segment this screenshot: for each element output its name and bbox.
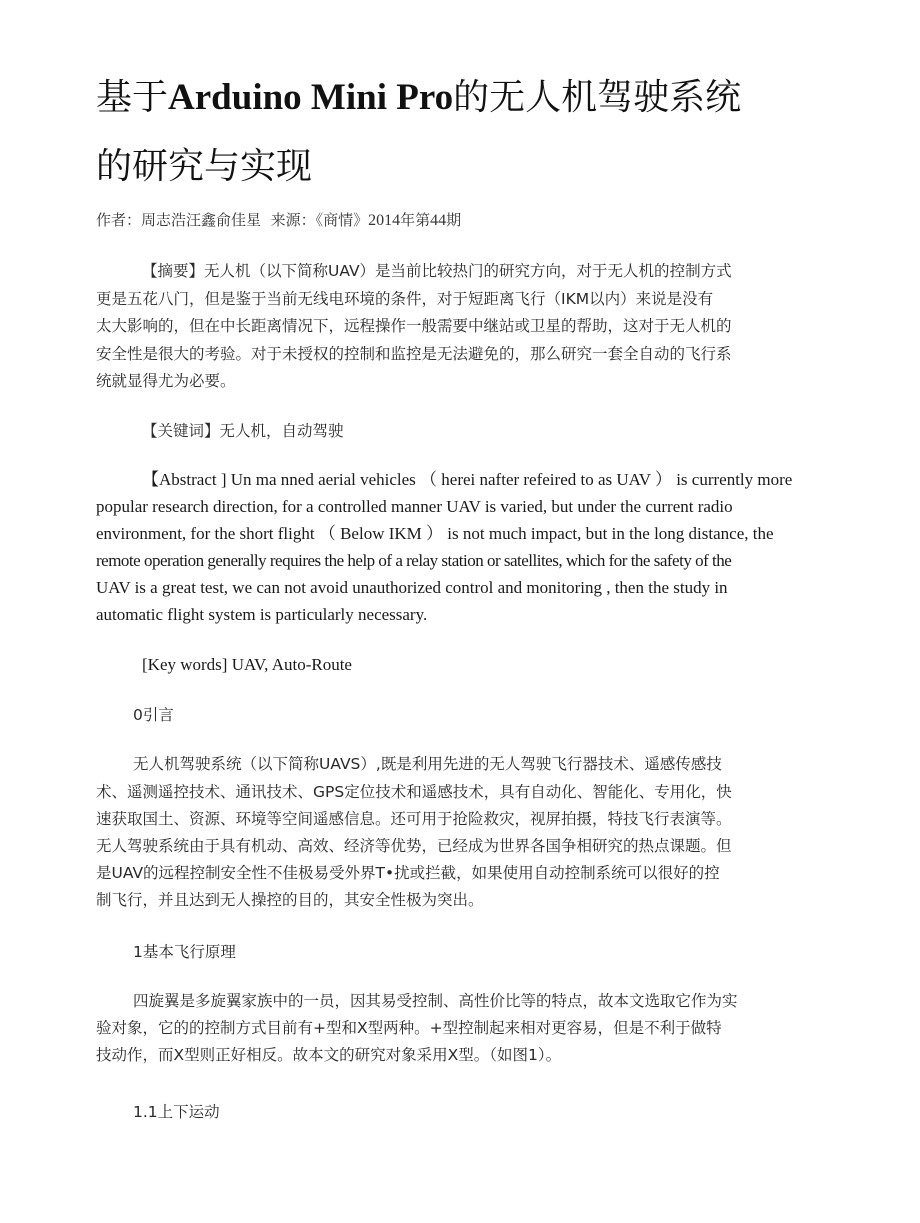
section-heading-introduction: 0引言 [133,706,174,724]
section-0-line: 无人驾驶系统由于具有机动、高效、经济等优势，已经成为世界各国争相研究的热点课题。但 [96,837,732,855]
abstract-cn-line: 【摘要】无人机（以下简称UAV）是当前比较热门的研究方向，对于无人机的控制方式 [142,262,732,280]
article-title-line-1 [96,76,816,120]
publication-year: 2014 [368,212,401,229]
title-suffix: 的无人机驾驶系统 [453,77,742,118]
abstract-cn-line: 太大影响的，但在中长距离情况下，远程操作一般需要中继站或卫星的帮助，这对于无人机的 [96,317,732,335]
abstract-en-line: remote operation generally requires the help of a relay station or satellites, which for the safety of the [96,551,732,570]
abstract-cn-line: 安全性是很大的考验。对于未授权的控制和监控是无法避免的，那么研究一套全自动的飞行系 [96,345,732,363]
abstract-en-line: environment, for the short flight （ Below IKM ） is not much impact, but in the long distance, the [96,524,774,543]
abstract-en-line: automatic flight system is particularly necessary. [96,605,428,624]
issue-number: 44 [430,212,447,229]
abstract-en-line: popular research direction, for a controlled manner UAV is varied, but under the current radio [96,497,733,516]
source-label: 来源： [270,211,316,229]
journal-name: 《商情》 [315,211,369,229]
abstract-cn-line: 统就显得尤为必要。 [96,372,236,390]
section-0-line: 术、遥测遥控技术、通讯技术、GPS定位技术和遥感技术，具有自动化、智能化、专用化，快 [96,783,732,801]
article-meta [96,208,461,233]
section-1-line: 技动作，而X型则正好相反。故本文的研究对象采用X型。（如图1）。 [96,1046,562,1064]
author-label: 作者： [96,211,142,229]
title-latin: Arduino Mini Pro [168,77,454,118]
issue-suffix: 期 [446,211,462,229]
section-1-line: 验对象，它的的控制方式目前有+型和X型两种。+型控制起来相对更容易，但是不利于做特 [96,1019,722,1037]
abstract-en-line: UAV is a great test, we can not avoid unauthorized control and monitoring , then the study in [96,578,728,597]
section-0-line: 制飞行，并且达到无人操控的目的，其安全性极为突出。 [96,891,484,909]
section-heading-vertical-motion: 1.1上下运动 [133,1103,220,1121]
authors: 周志浩汪鑫俞佳星 [141,211,262,229]
section-1-line: 四旋翼是多旋翼家族中的一员，因其易受控制、高性价比等的特点，故本文选取它作为实 [133,992,738,1010]
title-prefix: 基于 [96,77,169,118]
section-0-line: 是UAV的远程控制安全性不佳极易受外界T•扰或拦截，如果使用自动控制系统可以很好的控 [96,864,720,882]
abstract-cn-line: 更是五花八门，但是鉴于当前无线电环境的条件，对于短距离飞行（IKM以内）来说是没有 [96,290,714,308]
article-title-line-2: 的研究与实现 [96,146,313,187]
section-0-line: 无人机驾驶系统（以下简称UAVS）,既是利用先进的无人驾驶飞行器技术、遥感传感技 [133,755,722,773]
issue-prefix: 年第 [400,211,431,229]
section-0-line: 速获取国土、资源、环境等空间遥感信息。还可用于抢险救灾，视屏拍摄，特技飞行表演等。 [96,810,732,828]
abstract-en-line: 【Abstract ] Un ma nned aerial vehicles （ herei nafter refeired to as UAV ） is currently more [142,470,793,489]
keywords-en: [Key words] UAV, Auto-Route [142,655,352,674]
section-heading-flight-principles: 1基本飞行原理 [133,943,236,961]
keywords-cn: 【关键词】无人机，自动驾驶 [142,422,344,440]
